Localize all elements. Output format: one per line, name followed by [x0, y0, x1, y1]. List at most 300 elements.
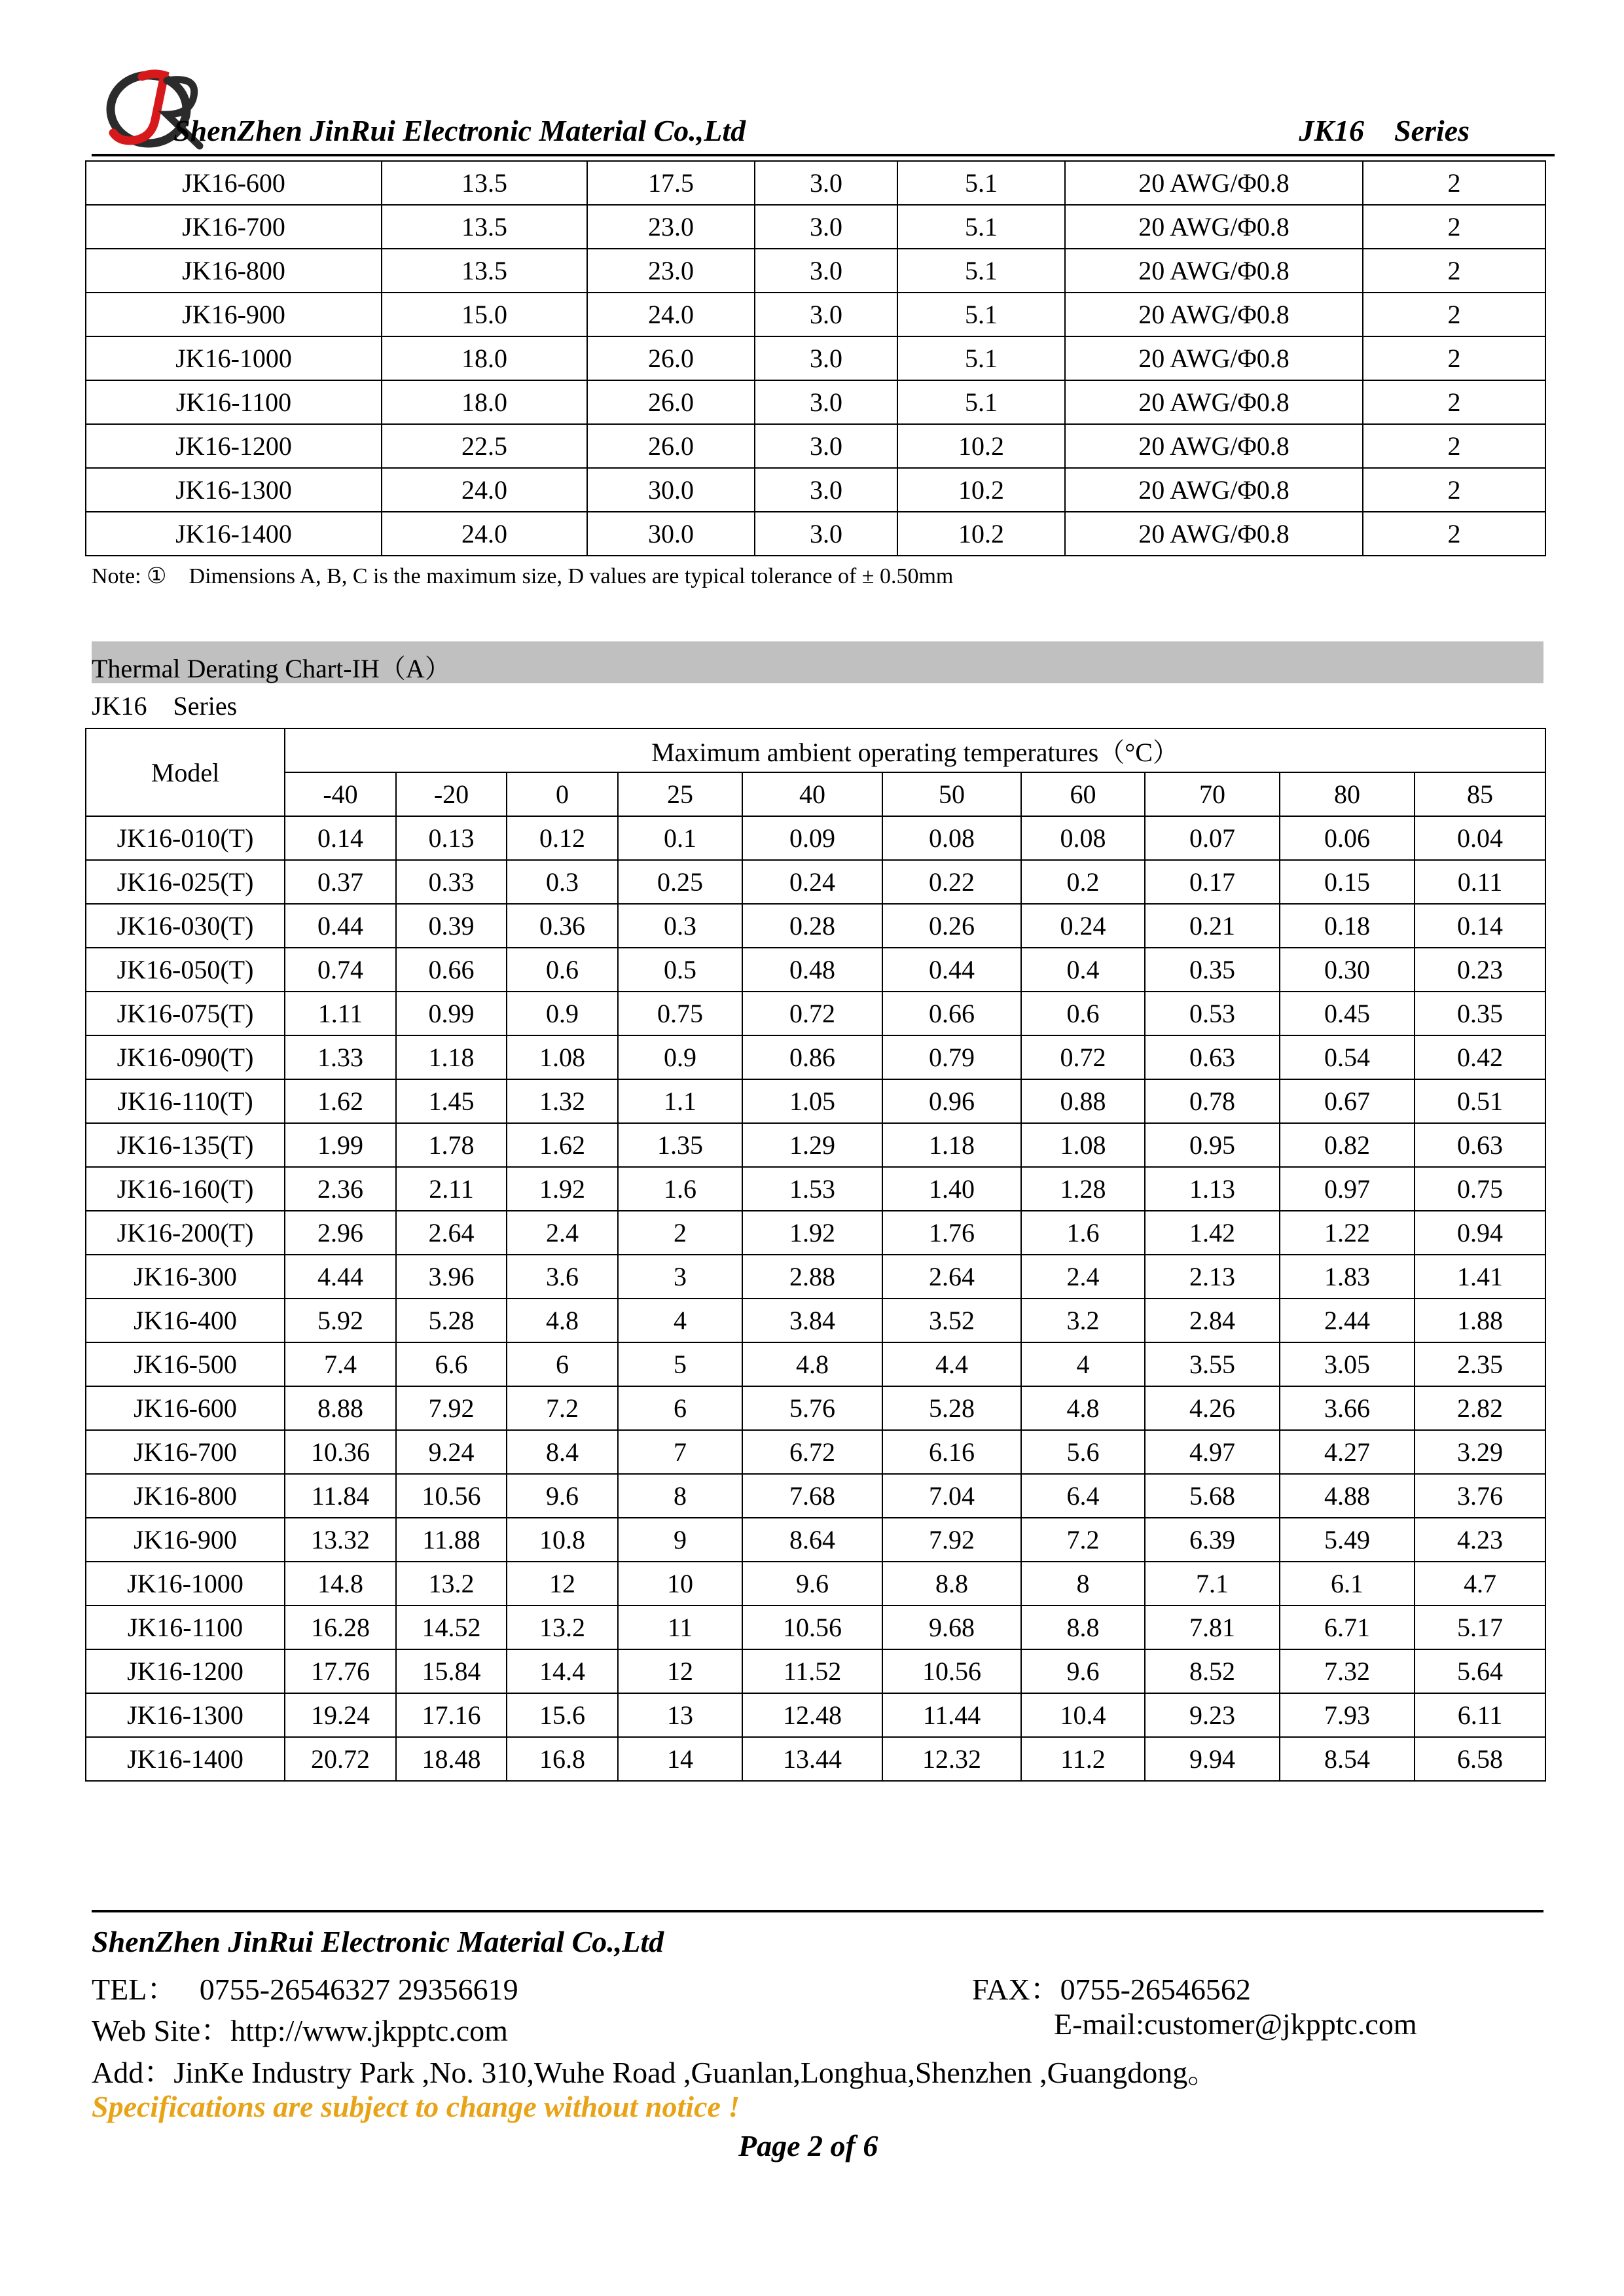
value-cell: 0.09 [742, 816, 882, 860]
value-cell: 4.8 [1021, 1386, 1145, 1430]
value-cell: 0.08 [1021, 816, 1145, 860]
value-cell: 2 [1363, 205, 1545, 249]
value-cell: 0.26 [882, 904, 1021, 948]
value-cell: 16.28 [285, 1605, 396, 1649]
value-cell: 2.84 [1145, 1299, 1280, 1342]
value-cell: 9.6 [507, 1474, 618, 1518]
value-cell: 20 AWG/Φ0.8 [1065, 512, 1363, 556]
thermal-table-row [86, 1211, 1545, 1255]
model-cell: JK16-010(T) [86, 816, 285, 860]
value-cell: 1.08 [507, 1035, 618, 1079]
value-cell: 1.18 [396, 1035, 507, 1079]
value-cell: 7 [618, 1430, 742, 1474]
value-cell: 2 [618, 1211, 742, 1255]
value-cell: 19.24 [285, 1693, 396, 1737]
value-cell: 8.52 [1145, 1649, 1280, 1693]
value-cell: 0.51 [1415, 1079, 1545, 1123]
value-cell: 4.7 [1415, 1562, 1545, 1605]
dimension-table-row [86, 293, 1545, 336]
value-cell: 10.36 [285, 1430, 396, 1474]
value-cell: 3.0 [755, 380, 897, 424]
model-cell: JK16-025(T) [86, 860, 285, 904]
value-cell: 16.8 [507, 1737, 618, 1781]
value-cell: 0.12 [507, 816, 618, 860]
value-cell: 3.55 [1145, 1342, 1280, 1386]
dimension-note: Note: ① Dimensions A, B, C is the maximum size, D values are typical tolerance of ± 0.50mm [92, 564, 954, 588]
value-cell: 5.6 [1021, 1430, 1145, 1474]
value-cell: 2.4 [507, 1211, 618, 1255]
page-number: Page 2 of 6 [738, 2129, 878, 2162]
value-cell: 9.94 [1145, 1737, 1280, 1781]
value-cell: 1.28 [1021, 1167, 1145, 1211]
value-cell: 1.35 [618, 1123, 742, 1167]
value-cell: 0.45 [1280, 992, 1415, 1035]
value-cell: 0.36 [507, 904, 618, 948]
value-cell: 1.6 [618, 1167, 742, 1211]
header-divider [92, 154, 1555, 156]
value-cell: 0.99 [396, 992, 507, 1035]
value-cell: 0.96 [882, 1079, 1021, 1123]
model-cell: JK16-1300 [86, 468, 382, 512]
thermal-table-row [86, 1737, 1545, 1781]
temperature-column-header: 70 [1145, 772, 1280, 816]
value-cell: 4 [1021, 1342, 1145, 1386]
model-cell: JK16-1100 [86, 1605, 285, 1649]
value-cell: 5.1 [897, 336, 1065, 380]
value-cell: 4.8 [507, 1299, 618, 1342]
value-cell: 2 [1363, 161, 1545, 205]
value-cell: 0.78 [1145, 1079, 1280, 1123]
value-cell: 10.56 [396, 1474, 507, 1518]
value-cell: 1.33 [285, 1035, 396, 1079]
value-cell: 2.96 [285, 1211, 396, 1255]
value-cell: 0.07 [1145, 816, 1280, 860]
value-cell: 13.5 [382, 205, 587, 249]
value-cell: 0.30 [1280, 948, 1415, 992]
dimension-table-row [86, 424, 1545, 468]
value-cell: 0.53 [1145, 992, 1280, 1035]
value-cell: 12.48 [742, 1693, 882, 1737]
value-cell: 15.0 [382, 293, 587, 336]
value-cell: 6 [618, 1386, 742, 1430]
value-cell: 0.39 [396, 904, 507, 948]
value-cell: 10.8 [507, 1518, 618, 1562]
value-cell: 0.37 [285, 860, 396, 904]
value-cell: 7.04 [882, 1474, 1021, 1518]
value-cell: 0.9 [618, 1035, 742, 1079]
model-cell: JK16-050(T) [86, 948, 285, 992]
value-cell: 5.49 [1280, 1518, 1415, 1562]
model-cell: JK16-900 [86, 293, 382, 336]
value-cell: 0.6 [1021, 992, 1145, 1035]
value-cell: 7.32 [1280, 1649, 1415, 1693]
value-cell: 7.68 [742, 1474, 882, 1518]
value-cell: 0.24 [742, 860, 882, 904]
value-cell: 0.48 [742, 948, 882, 992]
value-cell: 3.0 [755, 512, 897, 556]
thermal-table-row [86, 948, 1545, 992]
value-cell: 0.63 [1415, 1123, 1545, 1167]
model-cell: JK16-400 [86, 1299, 285, 1342]
value-cell: 0.75 [618, 992, 742, 1035]
value-cell: 1.05 [742, 1079, 882, 1123]
value-cell: 9.6 [742, 1562, 882, 1605]
value-cell: 4.26 [1145, 1386, 1280, 1430]
dimension-table [85, 160, 1546, 556]
model-cell: JK16-500 [86, 1342, 285, 1386]
model-cell: JK16-1200 [86, 1649, 285, 1693]
thermal-section-bar [92, 641, 1543, 683]
thermal-table-row [86, 1079, 1545, 1123]
thermal-table-row [86, 1342, 1545, 1386]
value-cell: 5.28 [396, 1299, 507, 1342]
value-cell: 20 AWG/Φ0.8 [1065, 249, 1363, 293]
value-cell: 2 [1363, 249, 1545, 293]
value-cell: 0.79 [882, 1035, 1021, 1079]
value-cell: 13.5 [382, 161, 587, 205]
value-cell: 0.54 [1280, 1035, 1415, 1079]
value-cell: 8.4 [507, 1430, 618, 1474]
footer-fax: FAX：0755-26546562 [972, 1973, 1251, 2006]
value-cell: 26.0 [587, 424, 755, 468]
value-cell: 11.44 [882, 1693, 1021, 1737]
value-cell: 1.1 [618, 1079, 742, 1123]
value-cell: 17.16 [396, 1693, 507, 1737]
footer-website[interactable]: Web Site：http://www.jkpptc.com [92, 2014, 508, 2047]
value-cell: 2.35 [1415, 1342, 1545, 1386]
value-cell: 7.93 [1280, 1693, 1415, 1737]
value-cell: 1.32 [507, 1079, 618, 1123]
thermal-table-row [86, 992, 1545, 1035]
value-cell: 0.25 [618, 860, 742, 904]
value-cell: 2 [1363, 468, 1545, 512]
temperature-column-header: 60 [1021, 772, 1145, 816]
value-cell: 4.23 [1415, 1518, 1545, 1562]
value-cell: 1.53 [742, 1167, 882, 1211]
value-cell: 0.23 [1415, 948, 1545, 992]
value-cell: 4.27 [1280, 1430, 1415, 1474]
value-cell: 0.2 [1021, 860, 1145, 904]
model-cell: JK16-1300 [86, 1693, 285, 1737]
value-cell: 1.13 [1145, 1167, 1280, 1211]
value-cell: 1.92 [507, 1167, 618, 1211]
value-cell: 0.18 [1280, 904, 1415, 948]
value-cell: 6.4 [1021, 1474, 1145, 1518]
value-cell: 2.13 [1145, 1255, 1280, 1299]
value-cell: 15.6 [507, 1693, 618, 1737]
value-cell: 3.66 [1280, 1386, 1415, 1430]
model-cell: JK16-135(T) [86, 1123, 285, 1167]
thermal-table-row [86, 1123, 1545, 1167]
value-cell: 1.11 [285, 992, 396, 1035]
model-cell: JK16-030(T) [86, 904, 285, 948]
value-cell: 1.6 [1021, 1211, 1145, 1255]
value-cell: 0.28 [742, 904, 882, 948]
value-cell: 10.56 [882, 1649, 1021, 1693]
value-cell: 0.88 [1021, 1079, 1145, 1123]
thermal-table-row [86, 860, 1545, 904]
thermal-table-row [86, 1605, 1545, 1649]
value-cell: 0.08 [882, 816, 1021, 860]
footer-email[interactable]: E-mail:customer@jkpptc.com [1054, 2007, 1417, 2041]
value-cell: 13.2 [396, 1562, 507, 1605]
value-cell: 0.15 [1280, 860, 1415, 904]
value-cell: 5.68 [1145, 1474, 1280, 1518]
value-cell: 1.78 [396, 1123, 507, 1167]
thermal-table-body [86, 816, 1545, 1781]
value-cell: 0.94 [1415, 1211, 1545, 1255]
value-cell: 11 [618, 1605, 742, 1649]
thermal-table-row [86, 1474, 1545, 1518]
value-cell: 2 [1363, 380, 1545, 424]
model-cell: JK16-1200 [86, 424, 382, 468]
value-cell: 3.6 [507, 1255, 618, 1299]
value-cell: 13.32 [285, 1518, 396, 1562]
value-cell: 3.76 [1415, 1474, 1545, 1518]
value-cell: 3.0 [755, 336, 897, 380]
value-cell: 2.4 [1021, 1255, 1145, 1299]
value-cell: 0.11 [1415, 860, 1545, 904]
value-cell: 4.44 [285, 1255, 396, 1299]
value-cell: 2 [1363, 424, 1545, 468]
value-cell: 0.9 [507, 992, 618, 1035]
temperature-column-header: 40 [742, 772, 882, 816]
value-cell: 9.24 [396, 1430, 507, 1474]
value-cell: 0.63 [1145, 1035, 1280, 1079]
value-cell: 3.0 [755, 468, 897, 512]
value-cell: 1.76 [882, 1211, 1021, 1255]
value-cell: 9 [618, 1518, 742, 1562]
value-cell: 17.5 [587, 161, 755, 205]
value-cell: 20 AWG/Φ0.8 [1065, 205, 1363, 249]
thermal-table-row [86, 1693, 1545, 1737]
header-series: JK16 Series [1299, 114, 1470, 147]
value-cell: 2.88 [742, 1255, 882, 1299]
model-cell: JK16-1100 [86, 380, 382, 424]
value-cell: 6.39 [1145, 1518, 1280, 1562]
temperature-column-header: -20 [396, 772, 507, 816]
thermal-table-row [86, 1649, 1545, 1693]
value-cell: 3.84 [742, 1299, 882, 1342]
footer-address: Add：JinKe Industry Park ,No. 310,Wuhe Road ,Guanlan,Longhua,Shenzhen ,Guangdong。 [92, 2056, 1218, 2089]
value-cell: 14 [618, 1737, 742, 1781]
value-cell: 11.84 [285, 1474, 396, 1518]
value-cell: 2 [1363, 293, 1545, 336]
value-cell: 1.83 [1280, 1255, 1415, 1299]
thermal-table-row [86, 1386, 1545, 1430]
value-cell: 9.23 [1145, 1693, 1280, 1737]
value-cell: 17.76 [285, 1649, 396, 1693]
page-header [85, 69, 1548, 160]
value-cell: 0.06 [1280, 816, 1415, 860]
value-cell: 9.68 [882, 1605, 1021, 1649]
value-cell: 7.92 [396, 1386, 507, 1430]
value-cell: 0.14 [1415, 904, 1545, 948]
dimension-table-row [86, 161, 1545, 205]
value-cell: 11.88 [396, 1518, 507, 1562]
value-cell: 26.0 [587, 336, 755, 380]
value-cell: 12 [618, 1649, 742, 1693]
value-cell: 4.88 [1280, 1474, 1415, 1518]
temperature-column-header: 80 [1280, 772, 1415, 816]
thermal-derating-table [85, 728, 1546, 1782]
value-cell: 10.4 [1021, 1693, 1145, 1737]
value-cell: 0.3 [618, 904, 742, 948]
value-cell: 0.14 [285, 816, 396, 860]
value-cell: 5 [618, 1342, 742, 1386]
model-cell: JK16-800 [86, 249, 382, 293]
model-cell: JK16-900 [86, 1518, 285, 1562]
temperature-column-header: 85 [1415, 772, 1545, 816]
model-cell: JK16-1400 [86, 512, 382, 556]
value-cell: 10.56 [742, 1605, 882, 1649]
thermal-table-row [86, 1299, 1545, 1342]
value-cell: 1.45 [396, 1079, 507, 1123]
thermal-table-row [86, 1035, 1545, 1079]
value-cell: 1.41 [1415, 1255, 1545, 1299]
value-cell: 0.42 [1415, 1035, 1545, 1079]
value-cell: 3.05 [1280, 1342, 1415, 1386]
value-cell: 5.28 [882, 1386, 1021, 1430]
model-cell: JK16-090(T) [86, 1035, 285, 1079]
value-cell: 13.5 [382, 249, 587, 293]
value-cell: 20 AWG/Φ0.8 [1065, 336, 1363, 380]
model-cell: JK16-600 [86, 161, 382, 205]
value-cell: 4.97 [1145, 1430, 1280, 1474]
value-cell: 0.44 [285, 904, 396, 948]
value-cell: 10.2 [897, 424, 1065, 468]
value-cell: 6.58 [1415, 1737, 1545, 1781]
value-cell: 3.0 [755, 424, 897, 468]
value-cell: 26.0 [587, 380, 755, 424]
dimension-table-body [86, 161, 1545, 556]
value-cell: 24.0 [382, 512, 587, 556]
value-cell: 14.52 [396, 1605, 507, 1649]
value-cell: 10 [618, 1562, 742, 1605]
value-cell: 10.2 [897, 512, 1065, 556]
value-cell: 3.96 [396, 1255, 507, 1299]
value-cell: 2.36 [285, 1167, 396, 1211]
model-cell: JK16-1000 [86, 1562, 285, 1605]
value-cell: 5.1 [897, 380, 1065, 424]
value-cell: 1.62 [285, 1079, 396, 1123]
footer-notice: Specifications are subject to change without notice ! [92, 2090, 740, 2123]
value-cell: 0.4 [1021, 948, 1145, 992]
value-cell: 8 [618, 1474, 742, 1518]
value-cell: 8.54 [1280, 1737, 1415, 1781]
value-cell: 5.17 [1415, 1605, 1545, 1649]
value-cell: 2 [1363, 512, 1545, 556]
value-cell: 7.2 [1021, 1518, 1145, 1562]
dimension-table-row [86, 205, 1545, 249]
value-cell: 0.35 [1145, 948, 1280, 992]
value-cell: 3.0 [755, 205, 897, 249]
model-column-header: Model [86, 728, 285, 816]
value-cell: 9.6 [1021, 1649, 1145, 1693]
value-cell: 10.2 [897, 468, 1065, 512]
value-cell: 0.24 [1021, 904, 1145, 948]
value-cell: 2.82 [1415, 1386, 1545, 1430]
thermal-table-row [86, 904, 1545, 948]
value-cell: 0.72 [742, 992, 882, 1035]
value-cell: 5.1 [897, 161, 1065, 205]
value-cell: 11.52 [742, 1649, 882, 1693]
value-cell: 23.0 [587, 249, 755, 293]
thermal-series-label: JK16 Series [92, 691, 238, 721]
value-cell: 0.3 [507, 860, 618, 904]
model-cell: JK16-200(T) [86, 1211, 285, 1255]
footer-company-name: ShenZhen JinRui Electronic Material Co.,Ltd [92, 1925, 664, 1958]
value-cell: 0.5 [618, 948, 742, 992]
value-cell: 1.92 [742, 1211, 882, 1255]
value-cell: 0.44 [882, 948, 1021, 992]
value-cell: 6.1 [1280, 1562, 1415, 1605]
value-cell: 13.44 [742, 1737, 882, 1781]
value-cell: 20 AWG/Φ0.8 [1065, 424, 1363, 468]
value-cell: 7.92 [882, 1518, 1021, 1562]
header-company-name: ShenZhen JinRui Electronic Material Co.,Ltd [173, 114, 746, 147]
value-cell: 3.0 [755, 249, 897, 293]
value-cell: 7.1 [1145, 1562, 1280, 1605]
model-cell: JK16-700 [86, 205, 382, 249]
value-cell: 0.66 [882, 992, 1021, 1035]
temperature-column-header: 25 [618, 772, 742, 816]
value-cell: 0.22 [882, 860, 1021, 904]
value-cell: 5.1 [897, 293, 1065, 336]
value-cell: 8.64 [742, 1518, 882, 1562]
value-cell: 0.6 [507, 948, 618, 992]
value-cell: 0.95 [1145, 1123, 1280, 1167]
value-cell: 0.67 [1280, 1079, 1415, 1123]
value-cell: 5.1 [897, 205, 1065, 249]
value-cell: 2.64 [882, 1255, 1021, 1299]
value-cell: 6.16 [882, 1430, 1021, 1474]
value-cell: 5.64 [1415, 1649, 1545, 1693]
value-cell: 6 [507, 1342, 618, 1386]
value-cell: 22.5 [382, 424, 587, 468]
model-cell: JK16-300 [86, 1255, 285, 1299]
value-cell: 2.44 [1280, 1299, 1415, 1342]
value-cell: 13.2 [507, 1605, 618, 1649]
value-cell: 1.88 [1415, 1299, 1545, 1342]
footer-telephone: TEL： 0755-26546327 29356619 [92, 1973, 518, 2006]
value-cell: 12.32 [882, 1737, 1021, 1781]
value-cell: 2.64 [396, 1211, 507, 1255]
value-cell: 5.76 [742, 1386, 882, 1430]
value-cell: 0.75 [1415, 1167, 1545, 1211]
model-cell: JK16-1000 [86, 336, 382, 380]
value-cell: 6.6 [396, 1342, 507, 1386]
model-cell: JK16-800 [86, 1474, 285, 1518]
value-cell: 8.8 [1021, 1605, 1145, 1649]
value-cell: 13 [618, 1693, 742, 1737]
model-cell: JK16-600 [86, 1386, 285, 1430]
thermal-table-row [86, 1255, 1545, 1299]
dimension-table-row [86, 468, 1545, 512]
value-cell: 14.8 [285, 1562, 396, 1605]
value-cell: 24.0 [382, 468, 587, 512]
value-cell: 0.74 [285, 948, 396, 992]
model-cell: JK16-075(T) [86, 992, 285, 1035]
value-cell: 20 AWG/Φ0.8 [1065, 161, 1363, 205]
value-cell: 30.0 [587, 468, 755, 512]
value-cell: 20.72 [285, 1737, 396, 1781]
model-cell: JK16-700 [86, 1430, 285, 1474]
thermal-table-row [86, 1562, 1545, 1605]
value-cell: 2.11 [396, 1167, 507, 1211]
dimension-table-row [86, 336, 1545, 380]
value-cell: 0.1 [618, 816, 742, 860]
